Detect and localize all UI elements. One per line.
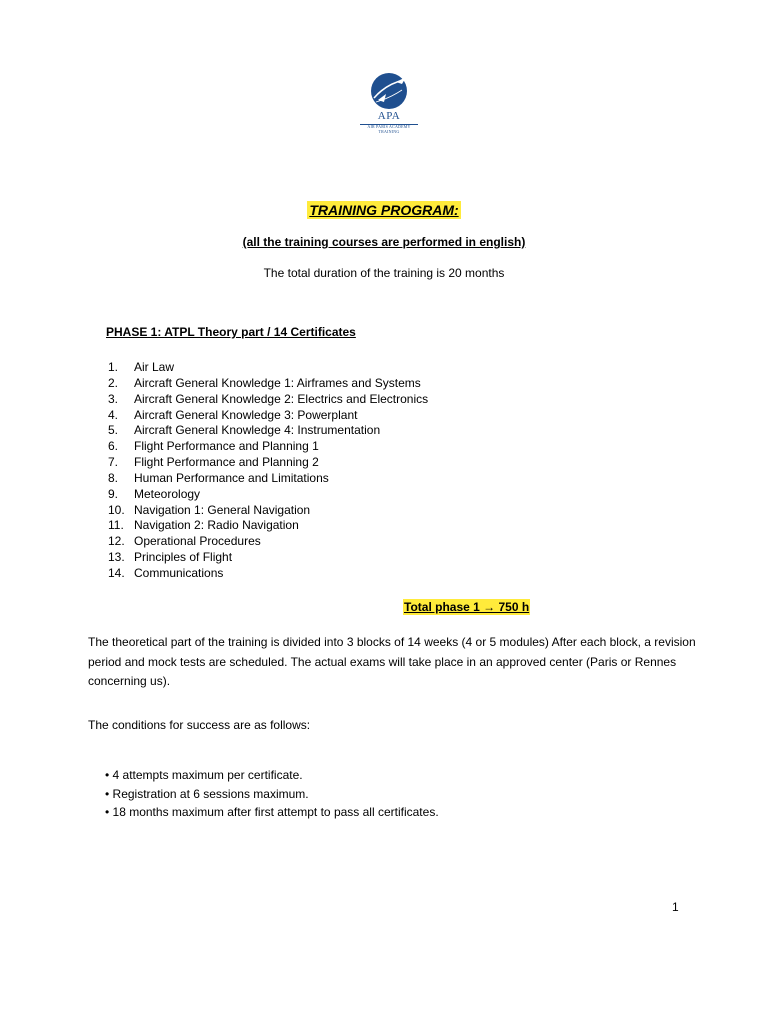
list-item [108, 518, 428, 534]
list-item-label: Flight Performance and Planning 2 [134, 455, 319, 470]
list-item [108, 455, 428, 471]
list-item-number: 1. [108, 360, 119, 374]
language-note: (all the training courses are performed in english) [242, 235, 526, 249]
list-item-label: Aircraft General Knowledge 2: Electrics and Electronics [134, 391, 429, 406]
list-item [108, 471, 428, 487]
list-item [108, 392, 428, 408]
conditions-intro: The conditions for success are as follows: [88, 718, 311, 732]
list-item-label: Aircraft General Knowledge 4: Instrumentation [134, 423, 381, 438]
list-item [108, 487, 428, 503]
phase1-total-hours: Total phase 1 → 750 h [404, 600, 530, 614]
list-item-number: 9. [108, 486, 119, 501]
list-item [108, 408, 428, 424]
list-item-number: 14. [108, 565, 125, 580]
list-item-label: Meteorology [134, 486, 201, 501]
list-item [108, 360, 428, 376]
list-item: • 4 attempts maximum per certificate. [105, 768, 303, 782]
list-item-number: 3. [108, 391, 119, 406]
list-item [108, 566, 428, 582]
list-item-number: 6. [108, 439, 119, 454]
certificate-list [108, 360, 428, 582]
list-item-number: 7. [108, 455, 119, 470]
list-item [108, 550, 428, 566]
list-item-label: Air Law [134, 360, 175, 374]
training-duration: The total duration of the training is 20 months [263, 266, 505, 280]
page-number: 1 [672, 900, 679, 914]
list-item-number: 11. [108, 518, 124, 533]
list-item-label: Principles of Flight [134, 550, 233, 565]
globe-airplane-icon [356, 72, 422, 112]
list-item-label: Navigation 2: Radio Navigation [134, 518, 299, 533]
list-item-label: Human Performance and Limitations [134, 470, 329, 485]
logo-subtitle [356, 124, 422, 134]
list-item-label: Flight Performance and Planning 1 [134, 439, 319, 454]
list-item [108, 439, 428, 455]
list-item-number: 5. [108, 423, 119, 438]
list-item-number: 13. [108, 550, 125, 565]
list-item [108, 503, 428, 519]
list-item [108, 423, 428, 439]
list-item-number: 4. [108, 407, 119, 422]
list-item-number: 10. [108, 502, 125, 517]
list-item-number: 8. [108, 470, 119, 485]
list-item-label: Navigation 1: General Navigation [134, 502, 311, 517]
list-item-label: Operational Procedures [134, 534, 261, 549]
list-item: • 18 months maximum after first attempt to pass all certificates. [105, 805, 439, 819]
phase1-heading: PHASE 1: ATPL Theory part / 14 Certificates [106, 325, 356, 339]
logo-name: APA [377, 110, 401, 122]
list-item: • Registration at 6 sessions maximum. [105, 786, 309, 801]
logo-subtitle-line2: TRAINING [378, 129, 400, 134]
list-item [108, 534, 428, 550]
list-item-label: Communications [134, 565, 224, 580]
theory-paragraph: The theoretical part of the training is divided into 3 blocks of 14 weeks (4 or 5 modules) After each block, a revision period and mock tests are scheduled. The actual exams will take place in an approved center (Paris or Rennes concerning us). [88, 635, 696, 688]
list-item-label: Aircraft General Knowledge 1: Airframes and Systems [134, 375, 421, 390]
list-item-label: Aircraft General Knowledge 3: Powerplant [134, 407, 358, 422]
logo-subtitle-line1: AIR PARIS ACADEMY [367, 124, 411, 129]
conditions-list [105, 766, 439, 822]
list-item-number: 12. [108, 534, 125, 549]
list-item [108, 376, 428, 392]
page-title: TRAINING PROGRAM: [309, 202, 459, 218]
title-wrapper [0, 201, 768, 219]
apa-logo [356, 72, 422, 142]
list-item-number: 2. [108, 375, 119, 390]
